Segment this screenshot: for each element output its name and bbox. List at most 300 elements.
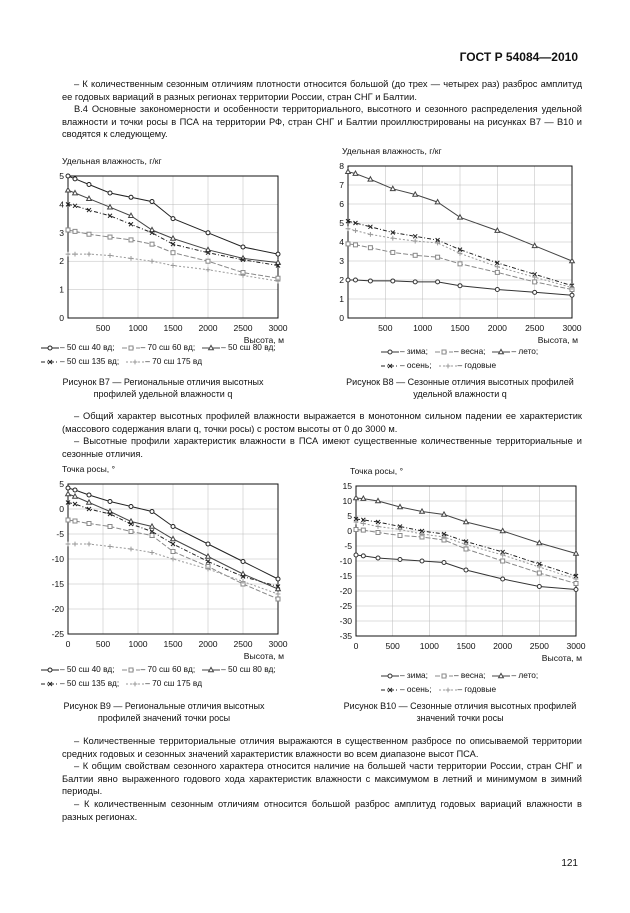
legend-label: – годовые: [457, 360, 497, 370]
data-point: [436, 280, 440, 284]
data-point: [206, 231, 210, 235]
legend-item: [438, 682, 497, 696]
caption-b10: Рисунок В10 — Сезонные отличия высотных профилей значений точки росы: [343, 701, 577, 723]
x-tick-label: 2500: [529, 641, 549, 651]
data-point: [398, 558, 402, 562]
y-tick-label: 4: [59, 199, 64, 210]
y-axis-label: Удельная влажность, г/кг: [62, 156, 162, 166]
legend-swatch: [125, 680, 145, 688]
data-point: [368, 246, 372, 250]
y-tick-label: 10: [342, 496, 352, 506]
data-point: [464, 568, 468, 572]
chart-b8: [320, 144, 590, 344]
legend-item: [121, 340, 196, 354]
legend-regional-top: [40, 340, 282, 368]
x-tick-label: 1500: [163, 639, 183, 649]
y-tick-label: -10: [339, 556, 352, 566]
legend-swatch: [380, 672, 400, 680]
legend-label: – лето;: [511, 670, 539, 680]
data-point: [353, 228, 358, 233]
data-point: [533, 280, 537, 284]
data-point: [108, 235, 112, 239]
data-point: [66, 491, 71, 495]
data-point: [458, 262, 462, 266]
y-tick-label: 3: [59, 227, 64, 238]
middle-paragraph-1: – Общий характер высотных профилей влажности выражается в монотонном сильном падении ее характеристик (массового содержания влаги q, точки росы) с ростом высоты от 0 до 3000 м.: [62, 411, 582, 434]
data-point: [537, 540, 542, 544]
legend-item: [121, 662, 196, 676]
y-tick-label: -10: [51, 554, 64, 564]
middle-section: [62, 410, 582, 460]
x-tick-label: 2500: [525, 323, 545, 333]
data-point: [129, 547, 134, 552]
legend-marker: [445, 687, 450, 692]
caption-b7: Рисунок В7 — Региональные отличия высотных профилей удельной влажности q: [62, 377, 264, 399]
legend-label: – 50 сш 80 вд;: [221, 664, 276, 674]
data-point: [206, 554, 211, 558]
data-point: [442, 561, 446, 565]
legend-label: – 50 сш 80 вд;: [221, 342, 276, 352]
legend-row: [40, 354, 282, 368]
y-tick-label: 2: [59, 256, 64, 267]
legend-row: [380, 682, 544, 696]
data-point: [346, 278, 350, 282]
y-tick-label: 0: [59, 504, 64, 514]
x-tick-label: 1000: [128, 639, 148, 649]
data-point: [73, 177, 77, 181]
data-point: [66, 252, 71, 257]
x-tick-label: 1500: [163, 323, 183, 333]
legend-marker: [388, 674, 392, 678]
y-tick-label: -20: [51, 604, 64, 614]
x-axis-label: Высота, м: [541, 653, 582, 663]
x-tick-label: 3000: [562, 323, 582, 333]
data-point: [391, 250, 395, 254]
data-point: [73, 229, 77, 233]
legend-swatch: [438, 686, 458, 694]
legend-row: [380, 344, 544, 358]
legend-label: – 70 сш 60 вд;: [140, 664, 196, 674]
data-point: [413, 280, 417, 284]
data-point: [171, 557, 176, 562]
data-point: [276, 592, 281, 597]
data-point: [570, 293, 574, 297]
document-header: ГОСТ Р 54084—2010: [459, 50, 578, 64]
y-tick-label: -25: [51, 629, 64, 639]
legend-label: – 50 сш 135 вд;: [60, 678, 120, 688]
data-point: [129, 222, 133, 226]
data-point: [398, 504, 403, 508]
legend-swatch: [201, 666, 221, 674]
data-point: [346, 169, 351, 173]
caption-b8: Рисунок В8 — Сезонные отличия высотных профилей удельной влажности q: [346, 377, 574, 399]
legend-item: [125, 354, 202, 368]
data-point: [391, 279, 395, 283]
data-point: [276, 252, 280, 256]
data-point: [361, 554, 365, 558]
y-tick-label: 4: [339, 237, 344, 247]
legend-label: – 70 сш 60 вд;: [140, 342, 196, 352]
legend-marker: [129, 668, 133, 672]
data-point: [390, 186, 395, 190]
data-point: [574, 551, 579, 555]
x-tick-label: 3000: [268, 639, 288, 649]
legend-swatch: [40, 344, 60, 352]
data-point: [108, 544, 113, 549]
legend-swatch: [380, 686, 400, 694]
data-point: [66, 188, 71, 192]
data-point: [73, 190, 78, 194]
legend-swatch: [380, 362, 400, 370]
data-point: [150, 524, 155, 528]
data-point: [420, 559, 424, 563]
legend-label: – зима;: [400, 670, 428, 680]
data-point: [458, 215, 463, 219]
data-point: [129, 213, 134, 217]
x-axis-label: Высота, м: [243, 335, 284, 345]
y-tick-label: 6: [339, 199, 344, 209]
legend-regional-bottom: [40, 662, 282, 690]
data-point: [458, 284, 462, 288]
bottom-section: [62, 735, 582, 823]
intro-paragraph-1: – К количественным сезонным отличиям плотности относится большой (до трех — четырех раз) разброс амплитуд ее годовых вариаций в разных регионах территории России, стран СНГ и Балтии.: [62, 79, 582, 102]
data-point: [501, 577, 505, 581]
data-point: [66, 486, 70, 490]
y-tick-label: -30: [339, 616, 352, 626]
chart-b9: [32, 464, 290, 664]
data-point: [73, 502, 77, 506]
bottom-paragraph-3: – К количественным сезонным отличиям относится большой разброс амплитуд годовых вариаций влажности в разных регионах.: [62, 798, 582, 822]
data-point: [150, 242, 154, 246]
x-tick-label: 2000: [198, 639, 218, 649]
data-point: [368, 279, 372, 283]
y-axis-label: Точка росы, °: [62, 464, 116, 474]
y-axis-label: Точка росы, °: [350, 466, 404, 476]
y-tick-label: 2: [339, 275, 344, 285]
data-point: [150, 259, 155, 264]
y-tick-label: 5: [347, 511, 352, 521]
data-point: [108, 500, 112, 504]
data-point: [73, 542, 78, 547]
legend-item: [40, 662, 115, 676]
legend-item: [40, 340, 115, 354]
data-point: [398, 534, 402, 538]
y-tick-label: 5: [59, 171, 64, 181]
x-tick-label: 500: [378, 323, 393, 333]
y-tick-label: 0: [347, 526, 352, 536]
y-tick-label: -25: [339, 601, 352, 611]
legend-item: [380, 668, 428, 682]
legend-marker: [48, 668, 52, 672]
legend-swatch: [40, 666, 60, 674]
legend-label: – 50 сш 135 вд;: [60, 356, 120, 366]
legend-marker: [48, 346, 52, 350]
legend-row: [380, 668, 544, 682]
data-point: [436, 255, 440, 259]
legend-swatch: [125, 358, 145, 366]
data-point: [495, 228, 500, 232]
data-point: [276, 577, 280, 581]
legend-item: [380, 358, 432, 372]
legend-marker: [209, 667, 214, 671]
data-point: [570, 258, 575, 262]
legend-swatch: [121, 344, 141, 352]
x-tick-label: 3000: [268, 323, 288, 333]
y-tick-label: -5: [344, 541, 352, 551]
data-point: [87, 522, 91, 526]
legend-seasonal-top: [380, 344, 544, 372]
data-point: [171, 536, 176, 540]
data-point: [171, 217, 175, 221]
data-point: [108, 525, 112, 529]
data-point: [353, 243, 357, 247]
data-point: [368, 177, 373, 181]
legend-row: [380, 358, 544, 372]
data-point: [87, 252, 92, 257]
data-point: [108, 205, 113, 209]
legend-marker: [388, 350, 392, 354]
legend-swatch: [434, 348, 454, 356]
legend-swatch: [121, 666, 141, 674]
legend-label: – весна;: [453, 670, 486, 680]
data-point: [390, 236, 395, 241]
y-tick-label: 5: [59, 479, 64, 489]
x-tick-label: 3000: [566, 641, 586, 651]
legend-marker: [442, 674, 446, 678]
legend-item: [434, 344, 486, 358]
data-point: [171, 525, 175, 529]
x-tick-label: 1500: [456, 641, 476, 651]
data-point: [537, 585, 541, 589]
data-point: [495, 288, 499, 292]
legend-item: [201, 340, 276, 354]
data-point: [171, 251, 175, 255]
legend-swatch: [40, 358, 60, 366]
x-tick-label: 2500: [233, 639, 253, 649]
data-point: [354, 553, 358, 557]
data-point: [346, 226, 351, 231]
legend-label: – зима;: [400, 346, 428, 356]
chart-b8-svg: [320, 144, 590, 344]
data-point: [353, 278, 357, 282]
y-tick-label: -15: [51, 579, 64, 589]
y-tick-label: 3: [339, 256, 344, 266]
x-tick-label: 2000: [198, 323, 218, 333]
intro-paragraph-2: В.4 Основные закономерности и особенности территориального, высотного и сезонного распределения удельной влажности и точки росы в ПСА на территории РФ, стран СНГ и Балтии проиллюстрированы на рисунках В7 — В10 и сводятся к следующему.: [62, 104, 582, 140]
data-point: [376, 524, 381, 529]
x-tick-label: 0: [353, 641, 359, 651]
data-point: [413, 192, 418, 196]
data-point: [413, 234, 417, 238]
y-tick-label: -15: [339, 571, 352, 581]
y-axis-label: Удельная влажность, г/кг: [342, 146, 442, 156]
y-tick-label: 7: [339, 180, 344, 190]
data-point: [361, 528, 365, 532]
data-point: [241, 560, 245, 564]
legend-item: [380, 682, 432, 696]
x-tick-label: 1000: [128, 323, 148, 333]
data-point: [87, 500, 92, 504]
data-point: [361, 496, 366, 500]
data-point: [73, 494, 78, 498]
legend-label: – 50 сш 40 вд;: [60, 664, 115, 674]
legend-item: [434, 668, 486, 682]
data-point: [442, 512, 447, 516]
legend-label: – осень;: [400, 360, 432, 370]
data-point: [495, 270, 499, 274]
data-point: [353, 171, 358, 175]
legend-item: [491, 668, 538, 682]
x-tick-label: 1000: [413, 323, 433, 333]
data-point: [537, 571, 541, 575]
data-point: [368, 232, 373, 237]
legend-marker: [442, 350, 446, 354]
legend-label: – весна;: [453, 346, 486, 356]
data-point: [150, 550, 155, 555]
data-point: [206, 542, 210, 546]
data-point: [206, 267, 211, 272]
data-point: [413, 253, 417, 257]
y-tick-label: 8: [339, 161, 344, 171]
data-point: [66, 174, 70, 178]
legend-label: – 50 сш 40 вд;: [60, 342, 115, 352]
legend-swatch: [380, 348, 400, 356]
data-point: [574, 582, 578, 586]
data-point: [354, 495, 359, 499]
legend-swatch: [434, 672, 454, 680]
data-point: [66, 542, 71, 547]
legend-marker: [499, 673, 504, 677]
y-tick-label: 15: [342, 481, 352, 491]
data-point: [346, 242, 350, 246]
caption-b9: Рисунок В9 — Региональные отличия высотных профилей значений точки росы: [63, 701, 265, 723]
x-tick-label: 1500: [450, 323, 470, 333]
x-tick-label: 500: [95, 639, 111, 649]
data-point: [150, 534, 154, 538]
bottom-paragraph-1: – Количественные территориальные отличия выражаются в существенном разбросе по описываемой территории средних годовых и сезонных значений характеристик влажности во всем диапазоне высот ПСА.: [62, 736, 582, 759]
chart-b9-svg: [32, 464, 290, 664]
y-tick-label: 1: [339, 294, 344, 304]
data-point: [108, 253, 113, 258]
y-tick-label: -20: [339, 586, 352, 596]
data-point: [354, 528, 358, 532]
legend-swatch: [40, 680, 60, 688]
x-tick-label: 1000: [419, 641, 439, 651]
data-point: [464, 519, 469, 523]
data-point: [171, 263, 176, 268]
legend-row: [40, 676, 282, 690]
x-tick-label: 500: [385, 641, 400, 651]
data-point: [500, 528, 505, 532]
legend-seasonal-bottom: [380, 668, 544, 696]
chart-b7-svg: [40, 144, 290, 344]
legend-marker: [209, 345, 214, 349]
legend-marker: [133, 359, 138, 364]
data-point: [87, 196, 92, 200]
data-point: [87, 183, 91, 187]
data-point: [150, 510, 154, 514]
data-point: [73, 488, 77, 492]
data-point: [464, 547, 468, 551]
legend-marker: [129, 346, 133, 350]
data-point: [87, 493, 91, 497]
y-tick-label: -35: [339, 631, 352, 641]
legend-marker: [133, 681, 138, 686]
data-point: [66, 228, 70, 232]
data-point: [574, 588, 578, 592]
data-point: [206, 259, 210, 263]
data-point: [420, 509, 425, 513]
data-point: [129, 238, 133, 242]
data-point: [66, 518, 70, 522]
y-tick-label: 0: [339, 313, 344, 323]
legend-item: [40, 676, 119, 690]
data-point: [435, 200, 440, 204]
data-point: [129, 195, 133, 199]
legend-marker: [445, 363, 450, 368]
legend-label: – лето;: [511, 346, 539, 356]
bottom-paragraph-2: – К общим свойствам сезонного характера относится наличие на большей части территории России, стран СНГ и Балтии явно выраженного годового хода характеристик влажности с максимумом в летний и минимумом в зимний периоды.: [62, 761, 582, 797]
data-point: [150, 200, 154, 204]
data-point: [376, 498, 381, 502]
data-point: [376, 531, 380, 535]
data-point: [376, 556, 380, 560]
data-point: [276, 597, 280, 601]
legend-swatch: [491, 672, 511, 680]
x-tick-label: 0: [65, 639, 71, 649]
data-point: [73, 252, 78, 257]
legend-item: [491, 344, 538, 358]
chart-b10: [320, 466, 590, 666]
data-point: [108, 191, 112, 195]
data-point: [129, 256, 134, 261]
x-tick-label: 2000: [493, 641, 513, 651]
chart-b10-svg: [320, 466, 590, 666]
y-tick-label: 5: [339, 218, 344, 228]
page-number: 121: [561, 858, 578, 869]
legend-label: – 70 сш 175 вд: [145, 356, 203, 366]
x-tick-label: 2000: [487, 323, 507, 333]
x-axis-label: Высота, м: [243, 651, 284, 661]
data-point: [171, 236, 176, 240]
data-point: [501, 559, 505, 563]
legend-row: [40, 340, 282, 354]
data-point: [129, 530, 133, 534]
x-tick-label: 2500: [233, 323, 253, 333]
legend-swatch: [438, 362, 458, 370]
y-tick-label: -5: [56, 529, 64, 539]
legend-label: – 70 сш 175 вд: [145, 678, 203, 688]
legend-swatch: [491, 348, 511, 356]
legend-item: [380, 344, 428, 358]
legend-label: – годовые: [457, 684, 497, 694]
data-point: [129, 505, 133, 509]
x-axis-label: Высота, м: [537, 335, 578, 345]
data-point: [533, 290, 537, 294]
legend-swatch: [201, 344, 221, 352]
legend-item: [438, 358, 497, 372]
data-point: [413, 239, 418, 244]
legend-item: [201, 662, 276, 676]
legend-label: – осень;: [400, 684, 432, 694]
data-point: [73, 519, 77, 523]
intro-section: [62, 78, 582, 141]
middle-paragraph-2: – Высотные профили характеристик влажности в ПСА имеют существенные количественные территориальные и сезонные отличия.: [62, 436, 582, 459]
x-tick-label: 500: [95, 323, 111, 333]
data-point: [87, 542, 92, 547]
chart-b7: [40, 144, 290, 344]
legend-row: [40, 662, 282, 676]
